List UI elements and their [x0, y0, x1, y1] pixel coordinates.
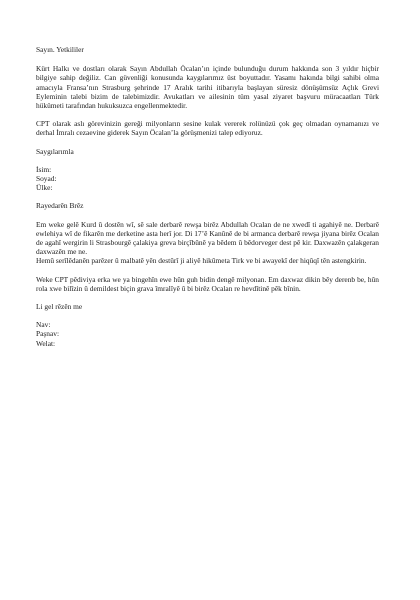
- salutation-turkish: Sayın. Yetkililer: [36, 45, 84, 54]
- closing-turkish: Saygılarımla: [36, 146, 74, 156]
- field-pasnav-label: Paşnav:: [36, 329, 59, 339]
- paragraph-kurdish-1: Em weke gelê Kurd û dostên wî, sê sale derbarê rewşa birêz Abdullah Ocalan de ne xwedî ti agahiyê ne. Derbarê ewlehiya wî de fikarên me derketine asta herî jor. Di 17’ê Kanûnê de bi armanca derbarê rewşa jiyana birêz Ocalan de agahî wergirin li Strasbourgê çalakiya greva birçîbûnê ya bêdem û bêdorveger dest pê kir. Daxwazên çalakgeran daxwazên me ne.: [36, 219, 379, 257]
- salutation-kurdish: Rayedarên Brêz: [36, 201, 84, 211]
- signature-fields-kurdish: [36, 320, 379, 348]
- paragraph-kurdish-2: Weke CPT pêdiviya erka we ya bingehîn ewe hûn guh bidin dengê milyonan. Em daxwaz dikin bêy derenb be, hûn rola xwe bilîzin û demildest biçin grava îmralîyê û bi birêz Ocalan re hevdîtinê pêk bînin.: [36, 274, 379, 293]
- paragraph-turkish-1: Kürt Halkı ve dostları olarak Sayın Abdullah Öcalan’ın içinde bulunduğu durum hakkında son 3 yıldır hiçbir bilgiye sahip değiliz. Can güvenliği konusunda kaygılarımız üst boyuttadır. Yasamı hakında bilgi sahibi olma amacıyla Fransa’nın Strasburg şehrinde 17 Aralık tarihi itibarıyla başlayan süresiz dönüşümsüz Açlık Grevi Eyleminin talebi bizim de talebimizdir. Avukatları ve ailesinin tüm yasal ziyaret başvuru müracaatları Türk hükümeti tarafından hukuksuzca engellenmektedir.: [36, 64, 379, 111]
- closing-kurdish: Li gel rêzên me: [36, 302, 83, 312]
- field-name-label: İsim:: [36, 164, 52, 174]
- paragraph-turkish-2: CPT olarak aslı görevinizin gereği milyonların sesine kulak vererek rolünüzü çok geç olmadan oynamanızı ve derhal İmralı cezaevine giderek Sayın Öcalan’la görüşmenizi talep ediyoruz.: [36, 119, 379, 138]
- field-surname-label: Soyad:: [36, 174, 57, 184]
- signature-fields-turkish: [36, 165, 379, 193]
- field-welat-label: Welat:: [36, 338, 56, 348]
- field-nav-label: Nav:: [36, 320, 51, 330]
- field-country-label: Ülke:: [36, 183, 53, 193]
- paragraph-kurdish-1b: Hemû serîlêdanên parêzer û malbatê yên destûrî ji aliyê hikûmeta Tirk ve bi awayekî der hiqûqî tên astengkirin.: [36, 256, 367, 266]
